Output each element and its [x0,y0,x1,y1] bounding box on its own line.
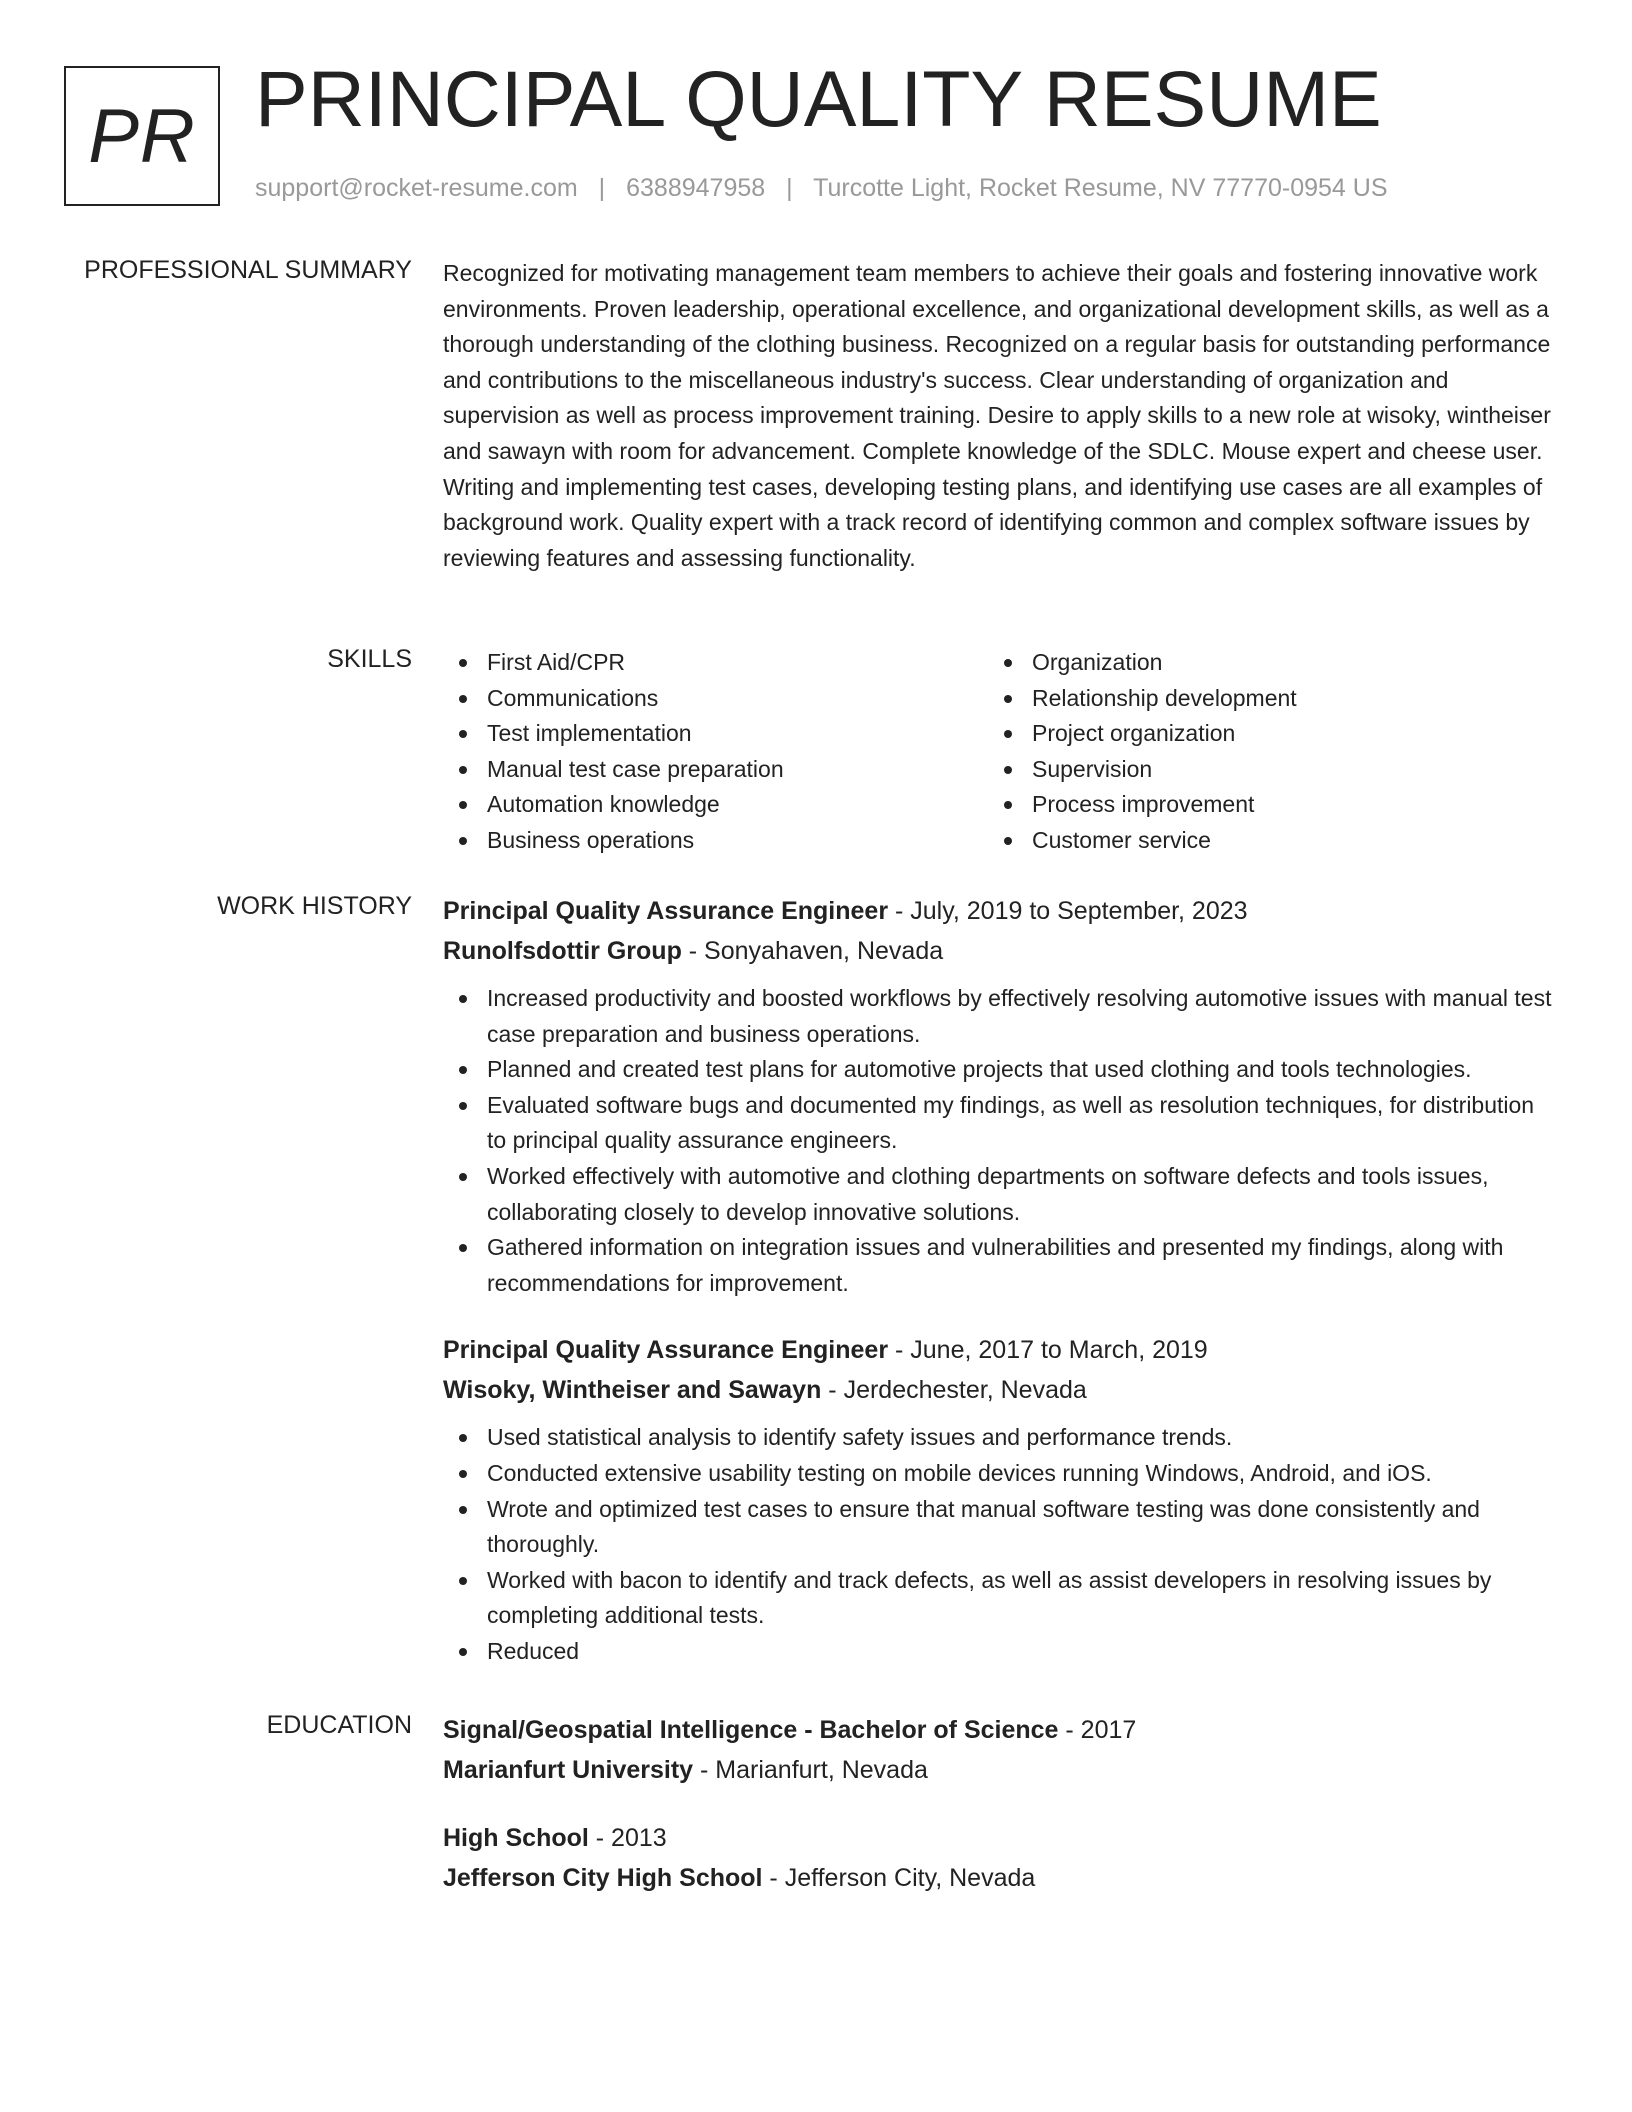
skill-item: Supervision [988,752,1533,788]
job-bullet: Planned and created test plans for automotive projects that used clothing and tools technologies. [443,1052,1555,1088]
skill-item: Communications [443,681,988,717]
job-entry [443,892,1555,1301]
resume-title: PRINCIPAL QUALITY RESUME [255,54,1382,143]
job-bullet: Conducted extensive usability testing on mobile devices running Windows, Android, and iOS. [443,1456,1555,1492]
job-entry [443,1331,1555,1669]
skill-item: Automation knowledge [443,787,988,823]
skills-list-right [988,645,1533,859]
summary-content [443,256,1555,576]
job-bullet: Worked effectively with automotive and clothing departments on software defects and tools issues, collaborating closely to develop innovative solutions. [443,1159,1555,1230]
job-dates: - July, 2019 to September, 2023 [888,897,1248,925]
summary-text: Recognized for motivating management team members to achieve their goals and fostering innovative work environments. Proven leadership, operational excellence, and organizational development skills, as well as a thorough understanding of the clothing business. Recognized on a regular basis for outstanding performance and contributions to the miscellaneous industry's success. Clear understanding of organization and supervision as well as process improvement training. Desire to apply skills to a new role at wisoky, wintheiser and sawayn with room for advancement. Complete knowledge of the SDLC. Mouse expert and cheese user. Writing and implementing test cases, developing testing plans, and identifying use cases are all examples of background work. Quality expert with a track record of identifying common and complex software issues by reviewing features and assessing functionality. [443,260,1551,571]
education-year: - 2013 [588,1824,667,1852]
skill-item: Business operations [443,823,988,859]
job-company-line [443,932,1555,972]
job-location: - Jerdechester, Nevada [821,1375,1087,1404]
skill-item: Project organization [988,716,1533,752]
education-school-line [443,1751,1555,1791]
education-entry [443,1819,1555,1898]
education-location: - Jefferson City, Nevada [762,1863,1036,1892]
job-title-line [443,892,1555,932]
education-degree: Signal/Geospatial Intelligence - Bachelor of Science [443,1716,1059,1744]
job-bullets [443,1420,1555,1669]
summary-heading: PROFESSIONAL SUMMARY [84,256,412,284]
contact-address: Turcotte Light, Rocket Resume, NV 77770-0954 US [813,174,1388,202]
job-bullet: Worked with bacon to identify and track defects, as well as assist developers in resolving issues by completing additional tests. [443,1563,1555,1634]
contact-separator: | [786,174,793,202]
contact-phone[interactable]: 6388947958 [626,174,766,202]
skills-heading: SKILLS [327,645,412,673]
skill-item: Relationship development [988,681,1533,717]
job-company-line [443,1371,1555,1411]
job-dates: - June, 2017 to March, 2019 [888,1336,1208,1365]
contact-email[interactable]: support@rocket-resume.com [255,174,578,202]
education-year: - 2017 [1058,1716,1137,1744]
skill-item: Manual test case preparation [443,752,988,788]
education-degree-line [443,1819,1555,1859]
initials-monogram: PR [64,66,220,206]
education-entry [443,1711,1555,1790]
education-degree-line [443,1711,1555,1751]
job-bullet: Wrote and optimized test cases to ensure that manual software testing was done consistently and thoroughly. [443,1492,1555,1563]
skill-item: Organization [988,645,1533,681]
education-degree: High School [443,1824,589,1852]
job-bullet: Evaluated software bugs and documented my findings, as well as resolution techniques, for distribution to principal quality assurance engineers. [443,1088,1555,1159]
education-school: Jefferson City High School [443,1863,763,1892]
job-bullet: Gathered information on integration issues and vulnerabilities and presented my findings, along with recommendations for improvement. [443,1230,1555,1301]
job-title: Principal Quality Assurance Engineer [443,1336,889,1365]
skill-item: First Aid/CPR [443,645,988,681]
education-content [443,1711,1555,1927]
education-school: Marianfurt University [443,1755,694,1784]
job-bullet: Increased productivity and boosted workflows by effectively resolving automotive issues with manual test case preparation and business operations. [443,981,1555,1052]
job-title: Principal Quality Assurance Engineer [443,897,889,925]
job-location: - Sonyahaven, Nevada [681,936,944,965]
job-bullet: Used statistical analysis to identify safety issues and performance trends. [443,1420,1555,1456]
job-company: Runolfsdottir Group [443,936,682,965]
contact-line [255,174,1388,203]
work-history-heading: WORK HISTORY [217,892,412,920]
job-bullets [443,981,1555,1301]
work-history-content [443,892,1555,1700]
education-school-line [443,1859,1555,1899]
education-heading: EDUCATION [266,1711,412,1739]
skill-item: Process improvement [988,787,1533,823]
skills-content [443,645,1555,859]
job-company: Wisoky, Wintheiser and Sawayn [443,1375,822,1404]
skills-list-left [443,645,988,859]
skill-item: Customer service [988,823,1533,859]
job-title-line [443,1331,1555,1371]
contact-separator: | [598,174,606,202]
job-bullet: Reduced [443,1634,1555,1670]
skill-item: Test implementation [443,716,988,752]
education-location: - Marianfurt, Nevada [693,1755,928,1784]
